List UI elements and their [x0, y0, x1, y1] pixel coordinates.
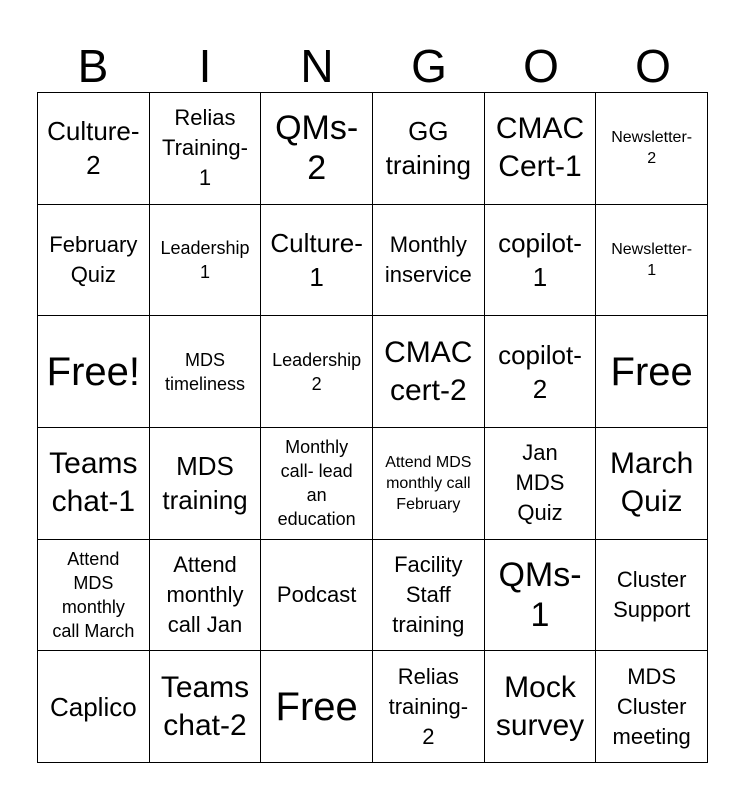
cell-label: Free!: [46, 349, 140, 394]
cell-label: Podcast: [276, 581, 357, 607]
cell-label: Attend MDS monthly call February: [385, 453, 472, 513]
bingo-cell[interactable]: [373, 428, 485, 540]
bingo-cell[interactable]: [261, 540, 373, 652]
bingo-cell[interactable]: [38, 316, 150, 428]
bingo-cell[interactable]: [38, 205, 150, 317]
bingo-cell[interactable]: [150, 316, 262, 428]
cell-label: QMs- 1: [498, 555, 582, 634]
cell-label: Caplico: [49, 691, 137, 722]
bingo-cell[interactable]: [150, 540, 262, 652]
header-letter-o-2: O: [635, 40, 671, 92]
bingo-cell[interactable]: [485, 540, 597, 652]
bingo-cell[interactable]: [373, 93, 485, 205]
cell-label: Free: [610, 349, 693, 394]
cell-label: CMAC cert-2: [384, 335, 473, 407]
bingo-cell[interactable]: [373, 651, 485, 763]
cell-label: MDS timeliness: [164, 349, 245, 394]
bingo-cell[interactable]: [485, 651, 597, 763]
header-letter-n: N: [300, 40, 334, 92]
bingo-cell[interactable]: [596, 540, 708, 652]
cell-label: February Quiz: [49, 231, 138, 287]
bingo-cell[interactable]: [261, 428, 373, 540]
cell-label: copilot- 1: [498, 227, 582, 292]
cell-label: Culture- 1: [270, 227, 363, 292]
cell-label: Culture- 2: [47, 116, 140, 181]
cell-label: Cluster Support: [613, 566, 691, 622]
cell-label: Relias Training- 1: [161, 105, 248, 191]
bingo-cell[interactable]: [38, 93, 150, 205]
bingo-cell[interactable]: [596, 205, 708, 317]
cell-label: Attend MDS monthly call March: [52, 548, 135, 641]
cell-label: Teams chat-2: [160, 670, 250, 742]
cell-label: Relias training- 2: [388, 663, 469, 749]
cell-label: Newsletter- 2: [611, 129, 693, 168]
cell-label: CMAC Cert-1: [495, 112, 585, 184]
bingo-cell[interactable]: [38, 651, 150, 763]
header-letter-o: O: [523, 40, 559, 92]
header-letter-i: I: [198, 40, 212, 92]
cell-label: Leadership 2: [272, 349, 362, 394]
cell-label: Leadership 1: [160, 237, 250, 282]
bingo-cell[interactable]: [150, 651, 262, 763]
bingo-cell[interactable]: [485, 428, 597, 540]
bingo-cell[interactable]: [373, 540, 485, 652]
bingo-cell[interactable]: [596, 93, 708, 205]
bingo-cell[interactable]: [261, 651, 373, 763]
bingo-cell[interactable]: [38, 428, 150, 540]
bingo-cell[interactable]: [261, 316, 373, 428]
cell-label: MDS Cluster meeting: [612, 663, 691, 749]
cell-label: GG training: [385, 116, 471, 181]
cell-label: Attend monthly call Jan: [166, 551, 244, 637]
bingo-cell[interactable]: [596, 651, 708, 763]
bingo-cell[interactable]: [596, 428, 708, 540]
bingo-cell[interactable]: [485, 93, 597, 205]
cell-label: Monthly call- lead an education: [277, 437, 356, 530]
bingo-cell[interactable]: [261, 205, 373, 317]
cell-label: Newsletter- 1: [611, 240, 693, 279]
bingo-cell[interactable]: [261, 93, 373, 205]
bingo-cell[interactable]: [150, 205, 262, 317]
bingo-cell[interactable]: [485, 205, 597, 317]
cell-label: QMs- 2: [275, 109, 359, 188]
cell-label: Mock survey: [495, 670, 585, 742]
cell-label: Free: [275, 684, 358, 729]
bingo-cell[interactable]: [485, 316, 597, 428]
bingo-cell[interactable]: [596, 316, 708, 428]
cell-label: Teams chat-1: [49, 447, 138, 519]
bingo-header: [37, 40, 709, 92]
cell-label: MDS training: [162, 451, 248, 516]
bingo-board: [37, 92, 708, 763]
cell-label: Monthly inservice: [384, 231, 472, 287]
bingo-cell[interactable]: [38, 540, 150, 652]
bingo-cell[interactable]: [150, 93, 262, 205]
cell-label: copilot- 2: [498, 339, 582, 404]
bingo-cell[interactable]: [150, 428, 262, 540]
header-letter-b: B: [77, 40, 109, 92]
bingo-cell[interactable]: [373, 316, 485, 428]
bingo-cell[interactable]: [373, 205, 485, 317]
cell-label: Facility Staff training: [392, 551, 465, 637]
header-letter-g: G: [411, 40, 447, 92]
cell-label: March Quiz: [609, 447, 694, 519]
cell-label: Jan MDS Quiz: [515, 440, 565, 526]
